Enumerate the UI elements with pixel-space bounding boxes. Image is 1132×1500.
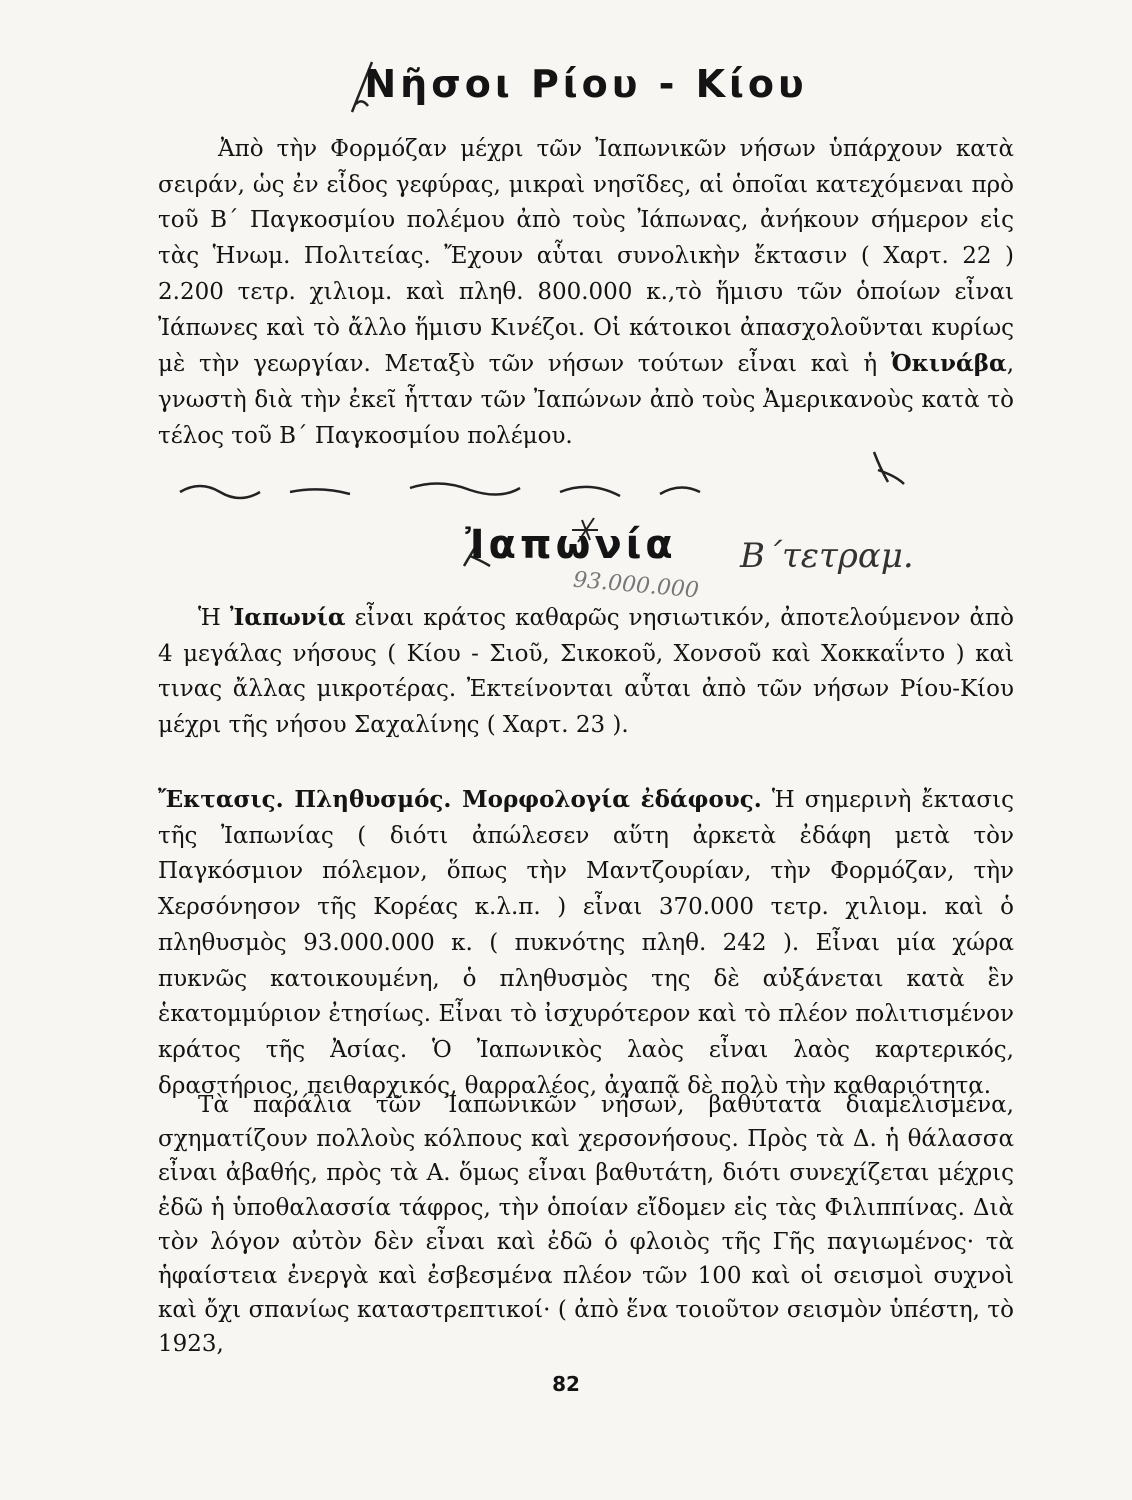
riu-kiu-body-end: , γνωστὴ διὰ τὴν ἐκεῖ ἧτταν τῶν Ἰαπώνων ἀπὸ τοὺς Ἀμερικανοὺς κατὰ τὸ τέλος τοῦ Β΄ Παγκοσμίου πολέμου.	[158, 351, 1014, 449]
section-title-japan: Ἰαπωνία	[465, 522, 677, 568]
intro-start: Ἡ	[198, 605, 221, 631]
subheading-area-population: Ἔκτασις. Πληθυσμός. Μορφολογία ἐδάφους.	[158, 786, 762, 813]
handwritten-number: 93.000.000	[572, 567, 700, 604]
paragraph-japan-intro	[158, 600, 1014, 744]
japan-bold: Ἰαπωνία	[229, 604, 346, 631]
riu-kiu-body: Ἀπὸ τὴν Φορμόζαν μέχρι τῶν Ἰαπωνικῶν νήσων ὑπάρχουν κατὰ σειράν, ὡς ἐν εἶδος γεφύρας, μικραὶ νησῖδες, αἱ ὁποῖαι κατεχόμεναι πρὸ τοῦ Β΄ Παγκοσμίου πολέμου ἀπὸ τοὺς Ἰάπωνας, ἀνήκουν σήμερον εἰς τὰς Ἡνωμ. Πολιτείας. Ἔχουν αὗται συνολικὴν ἔκτασιν ( Χαρτ. 22 ) 2.200 τετρ. χιλιομ. καὶ πληθ. 800.000 κ.,τὸ ἥμισυ τῶν ὁποίων εἶναι Ἰάπωνες καὶ τὸ ἄλλο ἥμισυ Κινέζοι. Οἱ κάτοικοι ἀπασχολοῦνται κυρίως μὲ τὴν γεωργίαν. Μεταξὺ τῶν νήσων τούτων εἶναι καὶ ἡ	[158, 136, 1014, 378]
paragraph-area-population	[158, 782, 1014, 1104]
intro-text: εἶναι κράτος καθαρῶς νησιωτικόν, ἀποτελούμενον ἀπὸ 4 μεγάλας νήσους ( Κίου - Σιοῦ, Σικοκοῦ, Χονσοῦ καὶ Χοκκαΐντο ) καὶ τινας ἄλλας μικροτέρας. Ἐκτείνονται αὗται ἀπὸ τῶν νήσων Ρίου-Κίου μέχρι τῆς νήσου Σαχαλίνης ( Χαρτ. 23 ).	[158, 605, 1015, 739]
area-population-text: Ἡ σημερινὴ ἔκτασις τῆς Ἰαπωνίας ( διότι ἀπώλεσεν αὕτη ἀρκετὰ ἐδάφη μετὰ τὸν Παγκόσμιον πόλεμον, ὅπως τὴν Μαντζουρίαν, τὴν Φορμόζαν, τὴν Χερσόνησον τῆς Κορέας κ.λ.π. ) εἶναι 370.000 τετρ. χιλιομ. καὶ ὁ πληθυσμὸς 93.000.000 κ. ( πυκνότης πληθ. 242 ). Εἶναι μία χώρα πυκνῶς κατοικουμένη, ὁ πληθυσμὸς της δὲ αὐξάνεται κατὰ ἓν ἑκατομμύριον ἐτησίως. Εἶναι τὸ ἰσχυρότερον καὶ τὸ πλέον πολιτισμένον κράτος τῆς Ἀσίας. Ὁ Ἰαπωνικὸς λαὸς εἶναι λαὸς καρτερικός, δραστήριος, πειθαρχικός, θαρραλέος, ἀγαπᾷ δὲ πολὺ τὴν καθαριότητα.	[158, 787, 1014, 1099]
okinawa-bold: Ὀκινάβα	[890, 350, 1007, 378]
handwritten-note: Β΄τετραμ.	[740, 536, 914, 576]
wavy-separator-line	[180, 483, 700, 498]
pen-mark-paragraph-end	[874, 452, 904, 484]
page-number: 82	[552, 1372, 580, 1396]
section-title-riu-kiu: Νῆσοι Ρίου - Κίου	[364, 62, 808, 106]
paragraph-coasts: Τὰ παράλια τῶν Ἰαπωνικῶν νήσων, βαθύτατα διαμελισμένα, σχηματίζουν πολλοὺς κόλπους καὶ χερσονήσους. Πρὸς τὰ Δ. ἡ θάλασσα εἶναι ἀβαθής, πρὸς τὰ Α. ὅμως εἶναι βαθυτάτη, διότι συνεχίζεται μέχρις ἐδῶ ἡ ὑποθαλασσία τάφρος, τὴν ὁποίαν εἴδομεν εἰς τὰς Φιλιππίνας. Διὰ τὸν λόγον αὐτὸν δὲν εἶναι καὶ ἐδῶ ὁ φλοιὸς τῆς Γῆς παγιωμένος· τὰ ἡφαίστεια ἐνεργὰ καὶ ἐσβεσμένα πλέον τῶν 100 καὶ οἱ σεισμοὶ συχνοὶ καὶ ὄχι σπανίως καταστρεπτικοί· ( ἀπὸ ἕνα τοιοῦτον σεισμὸν ὑπέστη, τὸ 1923,	[158, 1092, 1014, 1358]
paragraph-riu-kiu	[158, 132, 1014, 454]
